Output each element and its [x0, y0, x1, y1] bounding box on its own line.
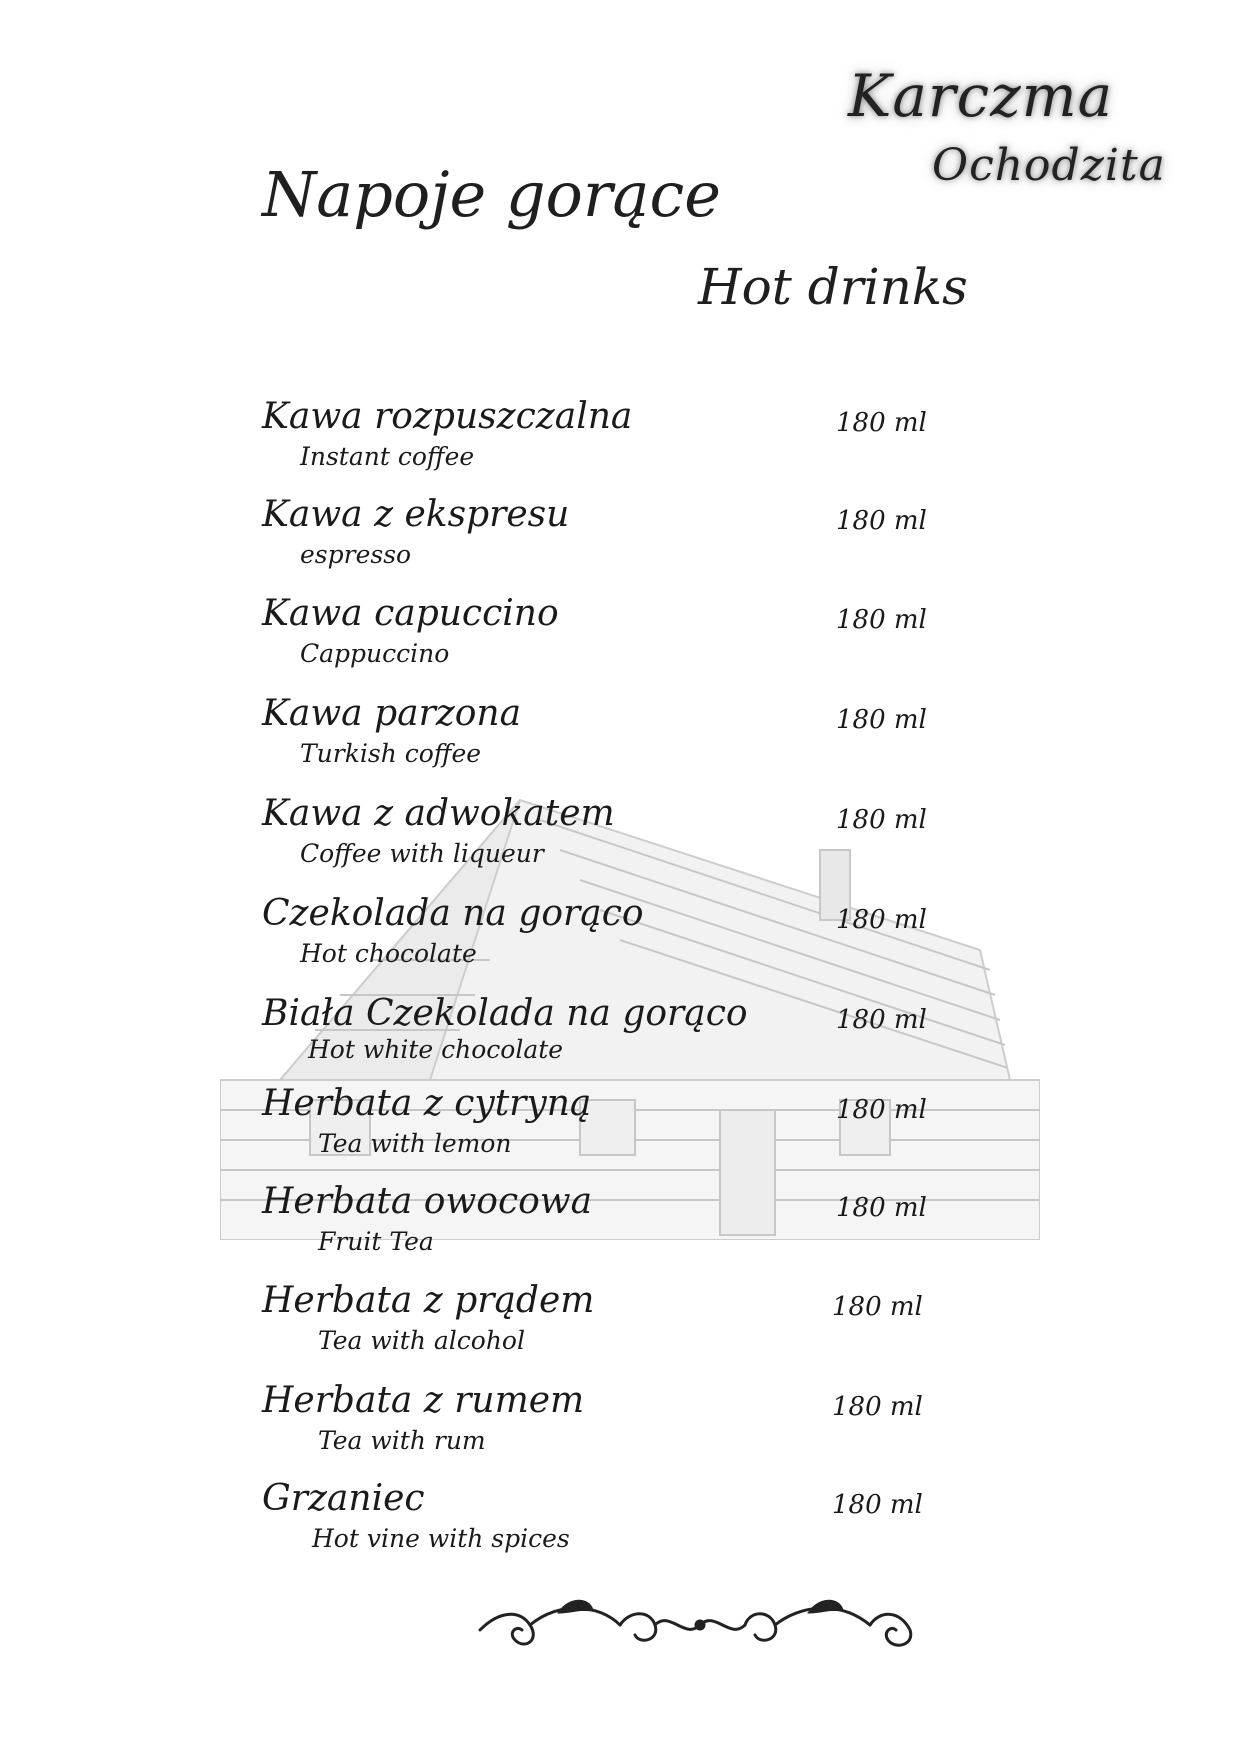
menu-item-translation: espresso: [300, 540, 412, 569]
menu-item-translation: Cappuccino: [300, 639, 450, 668]
menu-item-volume: 180 ml: [832, 1392, 923, 1422]
menu-item: [262, 793, 1062, 873]
menu-item-translation: Tea with rum: [318, 1426, 486, 1455]
menu-item: [262, 1181, 1062, 1261]
menu-item-name: Biała Czekolada na gorąco: [262, 993, 748, 1034]
menu-item: [262, 593, 1062, 673]
menu-item-name: Herbata z prądem: [262, 1280, 595, 1321]
menu-item-translation: Turkish coffee: [300, 739, 482, 768]
menu-item-translation: Coffee with liqueur: [300, 839, 544, 868]
page-title-english: Hot drinks: [698, 258, 968, 316]
menu-item-volume: 180 ml: [836, 506, 927, 536]
menu-item-name: Herbata z cytryną: [262, 1083, 592, 1124]
menu-item-volume: 180 ml: [836, 605, 927, 635]
menu-item: [262, 1380, 1062, 1460]
menu-item-translation: Instant coffee: [300, 442, 475, 471]
menu-item-name: Kawa z ekspresu: [262, 494, 570, 535]
menu-item: [262, 1083, 1062, 1163]
menu-item-name: Kawa z adwokatem: [262, 793, 615, 834]
menu-item-name: Kawa capuccino: [262, 593, 559, 634]
menu-item-volume: 180 ml: [836, 1005, 927, 1035]
logo-line-2: Ochodzita: [932, 140, 1166, 191]
menu-item-volume: 180 ml: [836, 408, 927, 438]
menu-item-translation: Tea with lemon: [318, 1129, 512, 1158]
menu-item-name: Herbata z rumem: [262, 1380, 585, 1421]
menu-item-volume: 180 ml: [836, 705, 927, 735]
menu-item-volume: 180 ml: [836, 1193, 927, 1223]
menu-item-volume: 180 ml: [836, 805, 927, 835]
menu-item-name: Grzaniec: [262, 1478, 425, 1519]
menu-item: [262, 1280, 1062, 1360]
menu-item-translation: Fruit Tea: [318, 1227, 434, 1256]
menu-item-translation: Tea with alcohol: [318, 1326, 525, 1355]
menu-item-name: Herbata owocowa: [262, 1181, 593, 1222]
menu-item-translation: Hot vine with spices: [312, 1524, 570, 1553]
ornament-divider-icon: [470, 1590, 930, 1660]
menu-item-volume: 180 ml: [832, 1292, 923, 1322]
menu-item-volume: 180 ml: [836, 1095, 927, 1125]
page-title-polish: Napoje gorące: [262, 158, 721, 231]
menu-item-name: Kawa rozpuszczalna: [262, 396, 633, 437]
menu-item-translation: Hot chocolate: [300, 939, 477, 968]
menu-item: [262, 396, 1062, 476]
menu-item: [262, 693, 1062, 773]
menu-item-volume: 180 ml: [832, 1490, 923, 1520]
menu-item-name: Czekolada na gorąco: [262, 893, 644, 934]
menu-item-name: Kawa parzona: [262, 693, 522, 734]
menu-item: [262, 893, 1062, 973]
logo-line-1: Karczma: [848, 62, 1114, 130]
menu-item-volume: 180 ml: [836, 905, 927, 935]
menu-item: [262, 494, 1062, 574]
menu-item-translation: Hot white chocolate: [308, 1035, 564, 1064]
menu-item: [262, 993, 1062, 1073]
menu-item: [262, 1478, 1062, 1558]
